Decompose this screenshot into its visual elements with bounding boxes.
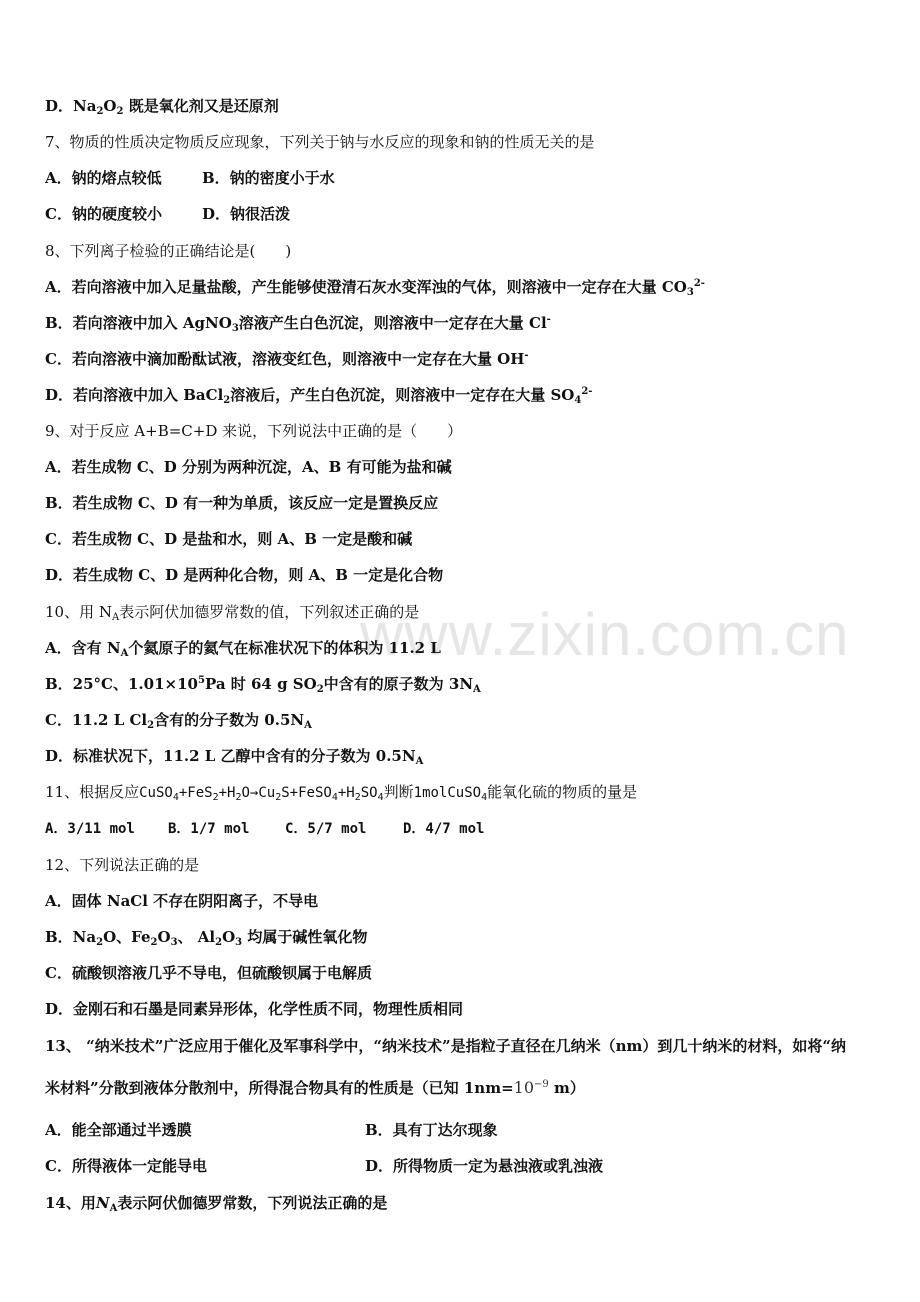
q11-option-c: C．5/7 mol [285,821,367,837]
q8-option-d: D．若向溶液中加入 BaCl$_2$溶液后，产生白色沉淀，则溶液中一定存在大量 $SO_4^{2-}$ [45,386,593,406]
q11-option-d: D．4/7 mol [403,821,485,837]
q12-option-a: A．固体 NaCl 不存在阴阳离子，不导电 [45,892,319,910]
q10-stem: 10、用 $N_A$表示阿伏加德罗常数的值，下列叙述正确的是 [45,603,420,623]
q13-options-ab [45,1120,498,1140]
q9-option-b: B．若生成物 C、D 有一种为单质，该反应一定是置换反应 [45,494,439,512]
q7-options-cd [45,204,290,224]
q13-options-cd [45,1156,603,1176]
q12-option-c: C．硫酸钡溶液几乎不导电，但硫酸钡属于电解质 [45,964,372,982]
q9-stem: 9、对于反应 A+B=C+D 来说，下列说法中正确的是（ ） [45,422,463,440]
q9-option-c: C．若生成物 C、D 是盐和水，则 A、B 一定是酸和碱 [45,530,413,548]
q11-option-a: A．3/11 mol [45,821,135,837]
q13-option-b: B．具有丁达尔现象 [365,1121,498,1139]
q10-option-a: A．含有 $N_A$个氦原子的氦气在标准状况下的体积为 11.2 L [45,639,441,659]
q7-option-b: B．钠的密度小于水 [202,169,335,187]
q14-stem: 14、用$N_A$表示阿伏伽德罗常数，下列说法正确的是 [45,1194,388,1214]
q7-option-d: D．钠很活泼 [202,205,291,223]
q7-option-c: C．钠的硬度较小 [45,205,162,223]
q11-stem: 11、根据反应$CuSO_4+FeS_2+H_2O\to Cu_2S+FeSO_4+H_2SO_4$判断1molCuSO$_4$能氧化硫的物质的量是 [45,783,638,803]
q12-stem: 12、下列说法正确的是 [45,856,200,874]
q13-stem-line2: 米材料”分散到液体分散剂中，所得混合物具有的性质是（已知 $1nm=10^{-9}$ m） [45,1078,585,1097]
q7-options-ab [45,168,335,188]
q10-option-d: D．标准状况下，11.2 L 乙醇中含有的分子数为 $0.5N_A$ [45,747,424,767]
q7-option-a: A．钠的熔点较低 [45,169,162,187]
q13-stem-line1: 13、 “纳米技术”广泛应用于催化及军事科学中，“纳米技术”是指粒子直径在几纳米（nm）到几十纳米的材料，如将“纳 [45,1037,847,1055]
q7-stem: 7、物质的性质决定物质反应现象，下列关于钠与水反应的现象和钠的性质无关的是 [45,133,595,151]
q11-options [45,818,484,839]
q8-option-b: B．若向溶液中加入 AgNO$_3$溶液产生白色沉淀，则溶液中一定存在大量 Cl- [45,314,551,334]
q8-option-a: A．若向溶液中加入足量盐酸，产生能够使澄清石灰水变浑浊的气体，则溶液中一定存在大量 $CO_3^{2-}$ [45,278,705,298]
q8-stem: 8、下列离子检验的正确结论是( ) [45,242,292,260]
q13-option-d: D．所得物质一定为悬浊液或乳浊液 [365,1157,604,1175]
q9-option-a: A．若生成物 C、D 分别为两种沉淀，A、B 有可能为盐和碱 [45,458,452,476]
q8-option-c: C．若向溶液中滴加酚酞试液，溶液变红色，则溶液中一定存在大量 OH- [45,350,529,368]
q6-option-d: D．$Na_2O_2$ 既是氧化剂又是还原剂 [45,97,279,117]
q13-option-a: A．能全部通过半透膜 [45,1121,192,1139]
q11-option-b: B．1/7 mol [168,821,250,837]
q9-option-d: D．若生成物 C、D 是两种化合物，则 A、B 一定是化合物 [45,566,444,584]
q12-option-b: B．$Na_2O$、$Fe_2O_3$、 $Al_2O_3$ 均属于碱性氧化物 [45,928,368,948]
q10-option-b: B．25°C、$1.01\times 10^5Pa$ 时 64 g $SO_2$中含有的原子数为 $3N_A$ [45,675,481,695]
watermark: www.zixin.com.cn [360,601,850,668]
q10-option-c: C．11.2 L $Cl_2$含有的分子数为 $0.5N_A$ [45,711,312,731]
q12-option-d: D．金刚石和石墨是同素异形体，化学性质不同，物理性质相同 [45,1000,464,1018]
q13-option-c: C．所得液体一定能导电 [45,1157,207,1175]
